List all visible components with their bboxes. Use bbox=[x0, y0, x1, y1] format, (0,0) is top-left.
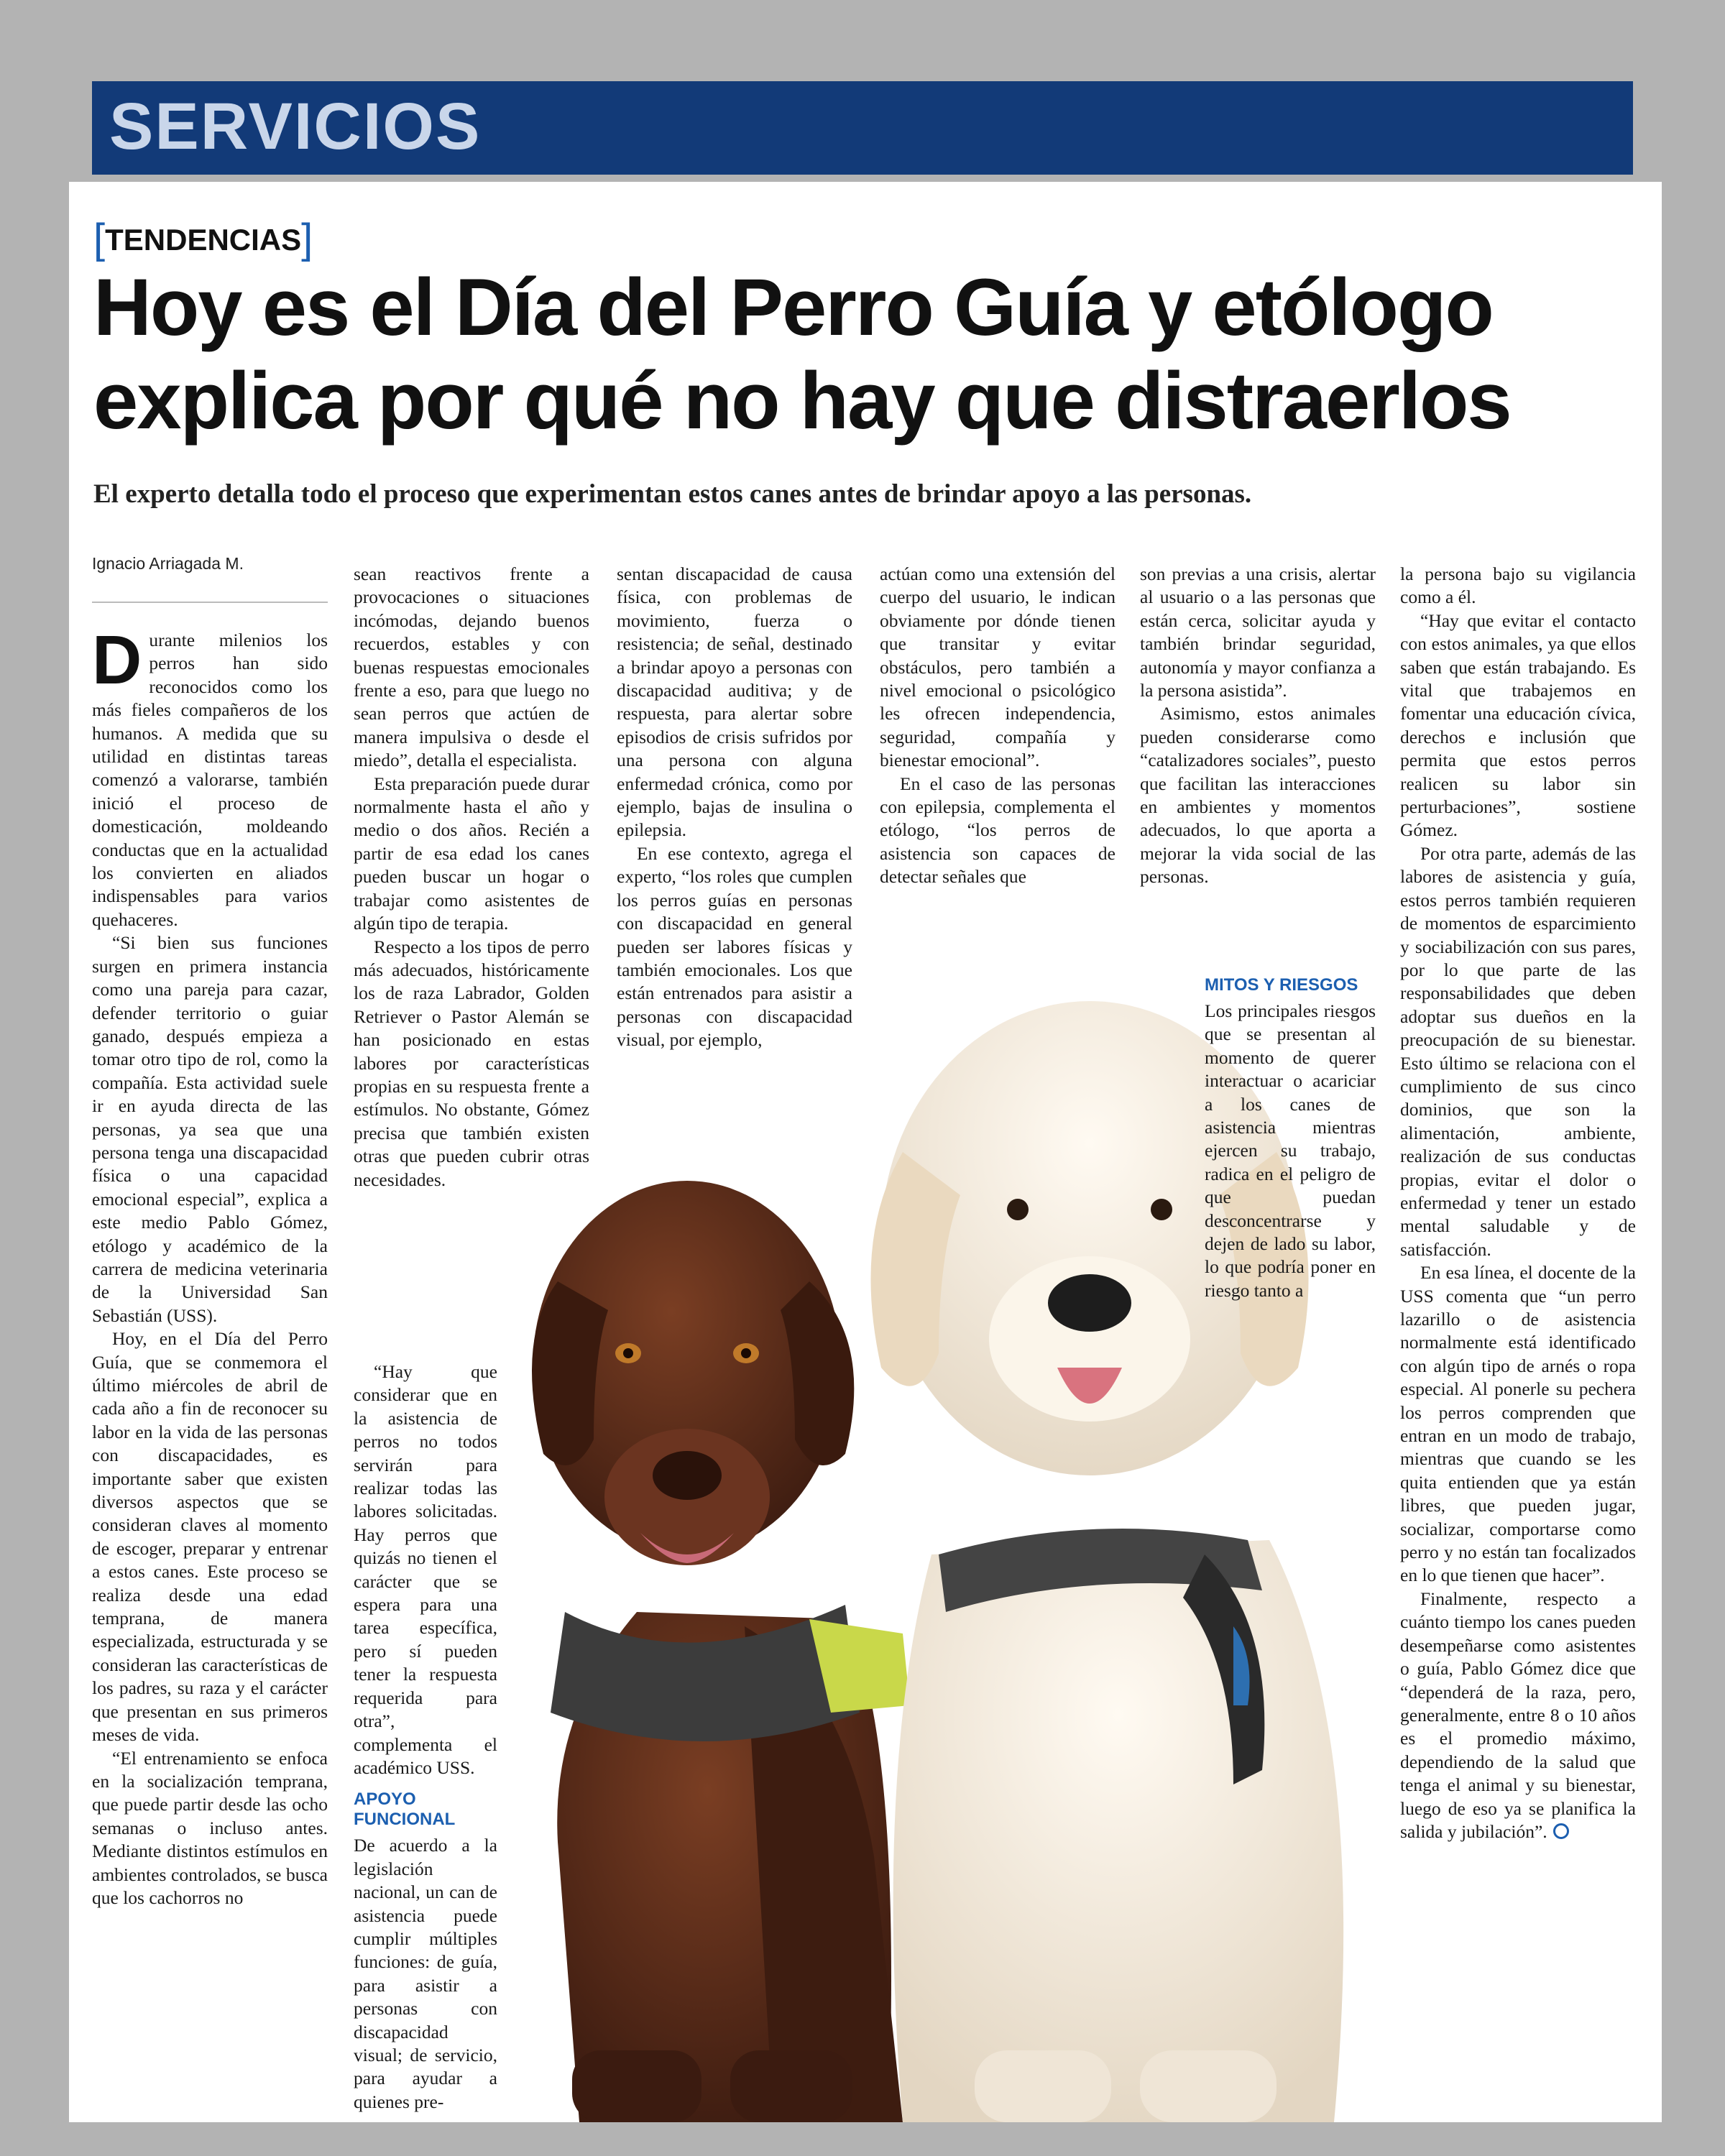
column-1 bbox=[92, 622, 328, 1909]
column-4-p1: actúan como una extensión del cuerpo del usuario, le indican obviamente por dónde tienen que transitar y evitar obstáculos, pero también a nivel emocional o psicológico les ofrecen independencia, seguridad, compañía y bienestar emocional”. bbox=[880, 563, 1116, 771]
column-6-p5-text: Finalmente, respecto a cuánto tiempo los canes pueden desempeñarse como asistentes o guía, Pablo Gómez dice que “dependerá de la raza, pero, generalmente, entre 8 o 10 años es el promedio máximo, dependiendo de la salud que tenga el animal y su bienestar, luego de eso ya se planifica la salida y jubilación”. bbox=[1400, 1588, 1636, 1842]
column-3-p1: sentan discapacidad de causa física, con problemas de movimiento, fuerza o resistencia; de señal, destinado a brindar apoyo a personas con discapacidad auditiva; y de respuesta, para alertar sobre episodios de crisis sufridos por una persona con alguna enfermedad crónica, como por ejemplo, bajas de insulina o epilepsia. bbox=[617, 563, 852, 841]
dropcap: D bbox=[92, 622, 142, 699]
column-1-p3: Hoy, en el Día del Perro Guía, que se conmemora el último miércoles de abril de cada año a fin de reconocer su labor en la vida de las personas con discapacidades, es importante saber que existen diversos aspectos que se consideran claves al momento de escoger, preparar y entrenar a estos canes. Este proceso se realiza desde una edad temprana, de manera especializada, estructurada y se consideran las características de los padres, su raza y el carácter que presentan en sus primeros meses de vida. bbox=[92, 1328, 328, 1746]
column-3 bbox=[617, 563, 852, 1052]
column-2-lower bbox=[354, 1360, 497, 2114]
brown-labrador bbox=[532, 1181, 910, 2122]
column-6 bbox=[1400, 563, 1636, 1843]
column-5-p1: son previas a una crisis, alertar al usuario o a las personas que están cerca, solicitar ayuda y también brindar seguridad, autonomía y mayor confianza a la persona asistida”. bbox=[1140, 563, 1376, 701]
column-2-p2: Esta preparación puede durar normalmente hasta el año y medio o dos años. Recién a partir de esa edad los canes pueden buscar un hogar o trabajar como asistentes de algún tipo de terapia. bbox=[354, 773, 589, 934]
bracket-open: [ bbox=[93, 216, 106, 262]
column-1-p2: “Si bien sus funciones surgen en primera instancia como una pareja para cazar, defender territorio o guiar ganado, después empieza a tomar otro tipo de rol, como la compañía. Esta actividad suele ir en ayuda directa de las personas, ya sea que una persona tenga una discapacidad física o una capacidad emocional especial”, explica a este medio Pablo Gómez, etólogo y académico de la carrera de medicina veterinaria de la Universidad San Sebastián (USS). bbox=[92, 932, 328, 1326]
section-band bbox=[92, 81, 1633, 175]
column-1-p1 bbox=[92, 622, 328, 931]
column-1-p4: “El entrenamiento se enfoca en la socialización temprana, que puede partir desde las ocho semanas o incluso antes. Mediante distintos estímulos en ambientes controlados, se busca que los cachorros no bbox=[92, 1747, 328, 1908]
column-1-p1-text: urante milenios los perros han sido reconocidos como los más fieles compañeros de los humanos. A medida que su utilidad en distintas tareas comenzó a valorarse, también inició el proceso de domesticación, moldeando conductas que en la actualidad los convierten en aliados indispensables para varios quehaceres. bbox=[92, 630, 328, 930]
column-6-p2: “Hay que evitar el contacto con estos animales, ya que ellos saben que están trabajando. Es vital que trabajemos en fomentar una educación cívica, derechos e inclusión que permita que estos perros realicen su labor sin perturbaciones”, sostiene Gómez. bbox=[1400, 609, 1636, 841]
column-5 bbox=[1140, 563, 1376, 889]
column-6-p1: la persona bajo su vigilancia como a él. bbox=[1400, 563, 1636, 608]
headline: Hoy es el Día del Perro Guía y etólogo explica por qué no hay que distraerlos bbox=[93, 262, 1511, 446]
dek: El experto detalla todo el proceso que experimentan estos canes antes de brindar apoyo a las personas. bbox=[93, 479, 1252, 509]
article-page bbox=[69, 182, 1662, 2122]
column-6-p5 bbox=[1400, 1588, 1636, 1843]
byline-rule bbox=[92, 602, 328, 603]
column-2-p3: Respecto a los tipos de perro más adecuados, históricamente los de raza Labrador, Golden Retriever o Pastor Alemán se han posicionado en estas labores por características propias en su respuesta frente a estímulos. No obstante, Gómez precisa que también existen otras que pueden cubrir otras necesidades. bbox=[354, 936, 589, 1190]
column-5-p2: Asimismo, estos animales pueden considerarse como “catalizadores sociales”, puesto que facilitan las interacciones en ambientes y momentos adecuados, lo que aporta a mejorar la vida social de las personas. bbox=[1140, 703, 1376, 888]
column-6-p3: Por otra parte, además de las labores de asistencia y guía, estos perros también requieren de momentos de esparcimiento y sociabilización con sus pares, por lo que parte de las responsabilidades que deben adoptar sus dueños en la preocupación de su bienestar. Esto último se relaciona con el cumplimiento de sus cinco dominios, que son la alimentación, ambiente, realización de sus conductas propias, evitar el dolor o enfermedad y tener un estado mental saludable y de satisfacción. bbox=[1400, 842, 1636, 1260]
subhead-mitos-riesgos: MITOS Y RIESGOS bbox=[1205, 975, 1358, 995]
column-5-lower bbox=[1205, 965, 1376, 1302]
column-2-p4: “Hay que considerar que en la asistencia de perros no todos servirán para realizar todas las labores solicitadas. Hay perros que quizás no tienen el carácter que se espera para una tarea específica, pero sí pueden tener la respuesta requerida para otra”, complementa el académico USS. bbox=[354, 1361, 497, 1778]
column-2-p1: sean reactivos frente a provocaciones o situaciones incómodas, dejando buenos recuerdos, estables y con buenas respuestas emocionales frente a eso, para que luego no sean perros que actúen de manera impulsiva o desde el miedo”, detalla el especialista. bbox=[354, 563, 589, 771]
kicker bbox=[93, 216, 313, 262]
end-mark-icon bbox=[1553, 1823, 1569, 1839]
byline: Ignacio Arriagada M. bbox=[92, 554, 244, 573]
column-3-p2: En ese contexto, agrega el experto, “los roles que cumplen los perros guías en personas con discapacidad en general pueden ser labores físicas y también emocionales. Los que están entrenados para asistir a personas con discapacidad visual, por ejemplo, bbox=[617, 842, 852, 1051]
subhead-apoyo-funcional: APOYO FUNCIONAL bbox=[354, 1789, 456, 1830]
column-2 bbox=[354, 563, 589, 1192]
column-4 bbox=[880, 563, 1116, 889]
bracket-close: ] bbox=[301, 216, 313, 262]
section-title: SERVICIOS bbox=[109, 90, 482, 163]
column-4-p2: En el caso de las personas con epilepsia, complementa el etólogo, “los perros de asistencia son capaces de detectar señales que bbox=[880, 773, 1116, 888]
column-5-p3: Los principales riesgos que se presentan al momento de querer interactuar o acariciar a los canes de asistencia mientras ejercen su trabajo, radica en el peligro de que puedan desconcentrarse y dejen de lado su labor, lo que podría poner en riesgo tanto a bbox=[1205, 1000, 1376, 1301]
column-2-p5: De acuerdo a la legislación nacional, un can de asistencia puede cumplir múltiples funciones: de guía, para asistir a personas con discapacidad visual; de servicio, para ayudar a quienes pre- bbox=[354, 1835, 497, 2112]
kicker-label: TENDENCIAS bbox=[105, 223, 302, 257]
column-6-p4: En esa línea, el docente de la USS comenta que “un perro lazarillo o de asistencia normalmente está identificado con algún tipo de arnés o ropa especial. Al ponerle su pechera los perros comprenden que entran en un modo de trabajo, mientras que cuando se les quita entienden que ya están libres, que pueden jugar, socializar, comportarse como perro y no están tan focalizados en lo que tienen que hacer”. bbox=[1400, 1262, 1636, 1586]
